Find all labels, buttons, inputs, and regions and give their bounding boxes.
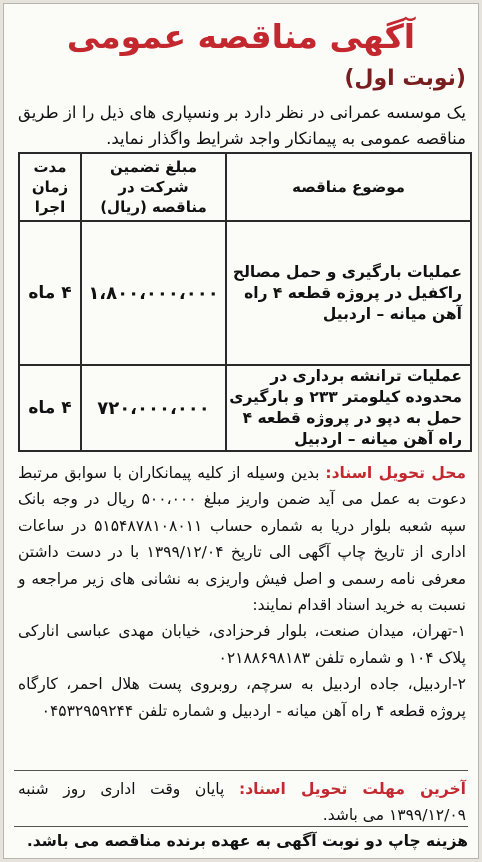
tender-notice — [3, 3, 479, 859]
deadline-section — [18, 776, 466, 828]
address-tehran: ۱-تهران، میدان صنعت، بلوار فرحزادی، خیابان مهدی عباسی انارکی پلاک ۱۰۴ و شماره تلفن ۰۲۱۸۸۶۹۸۱۸۳ — [18, 622, 466, 667]
notice-intro: یک موسسه عمرانی در نظر دارد بر ونسپاری های ذیل را از طریق مناقصه عمومی به پیمانکار واجد شرایط واگذار نماید. — [18, 103, 466, 148]
row2-duration: ۴ ماه — [28, 398, 72, 418]
delivery-section — [18, 460, 466, 724]
delivery-paragraph — [18, 460, 466, 618]
header-subject: موضوع مناقصه — [292, 178, 405, 196]
header-guarantee: مبلغ تضمین شرکت در مناقصه (ریال) — [100, 158, 207, 216]
section-divider — [14, 826, 468, 827]
row1-duration: ۴ ماه — [28, 283, 72, 303]
row2-guarantee: ۷۲۰،۰۰۰،۰۰۰ — [97, 397, 210, 419]
section-divider — [14, 770, 468, 771]
row1-subject: عملیات بارگیری و حمل مصالح راکفیل در پروژه قطعه ۴ راه آهن میانه – اردبیل — [232, 262, 462, 323]
deadline-label: آخرین مهلت تحویل اسناد: — [239, 780, 466, 798]
deadline-text: پایان وقت اداری روز شنبه ۱۳۹۹/۱۲/۰۹ می باشد. — [18, 780, 466, 824]
footer-note: هزینه چاپ دو نوبت آگهی به عهده برنده مناقصه می باشد. — [26, 832, 468, 850]
row1-guarantee: ۱،۸۰۰،۰۰۰،۰۰۰ — [88, 282, 219, 304]
address-ardabil: ۲-اردبیل، جاده اردبیل به سرچم، روبروی پست هلال احمر، کارگاه پروژه قطعه ۴ راه آهن میانه - اردبیل و شماره تلفن ۰۴۵۳۲۹۵۹۲۴۴ — [18, 675, 466, 720]
notice-turn: (نوبت اول) — [344, 66, 466, 91]
delivery-text: بدین وسیله از کلیه پیمانکاران با سوابق مرتبط دعوت به عمل می آید ضمن واریز مبلغ ۵۰۰،۰۰۰ ریال در وجه بانک سپه شعبه بلوار دریا به شماره حساب ۵۱۵۴۸۷۸۱۰۸۰۱۱ در ساعات اداری از تاریخ چاپ آگهی الی تاریخ ۱۳۹۹/۱۲/۰۴ با در دست داشتن معرفی نامه رسمی و اصل فیش واریزی به نشانی های زیر مراجعه و نسبت به خرید اسناد اقدام نمایند: — [18, 464, 466, 615]
notice-title: آگهی مناقصه عمومی — [66, 17, 416, 56]
delivery-label: محل تحویل اسناد: — [325, 464, 466, 482]
row2-subject: عملیات ترانشه برداری در محدوده کیلومتر ۲۳۳ و بارگیری حمل به دپو در پروژه قطعه ۴ راه آهن میانه – اردبیل — [229, 367, 462, 448]
header-duration: مدت زمان اجرا — [31, 158, 69, 216]
tender-table — [18, 152, 472, 452]
